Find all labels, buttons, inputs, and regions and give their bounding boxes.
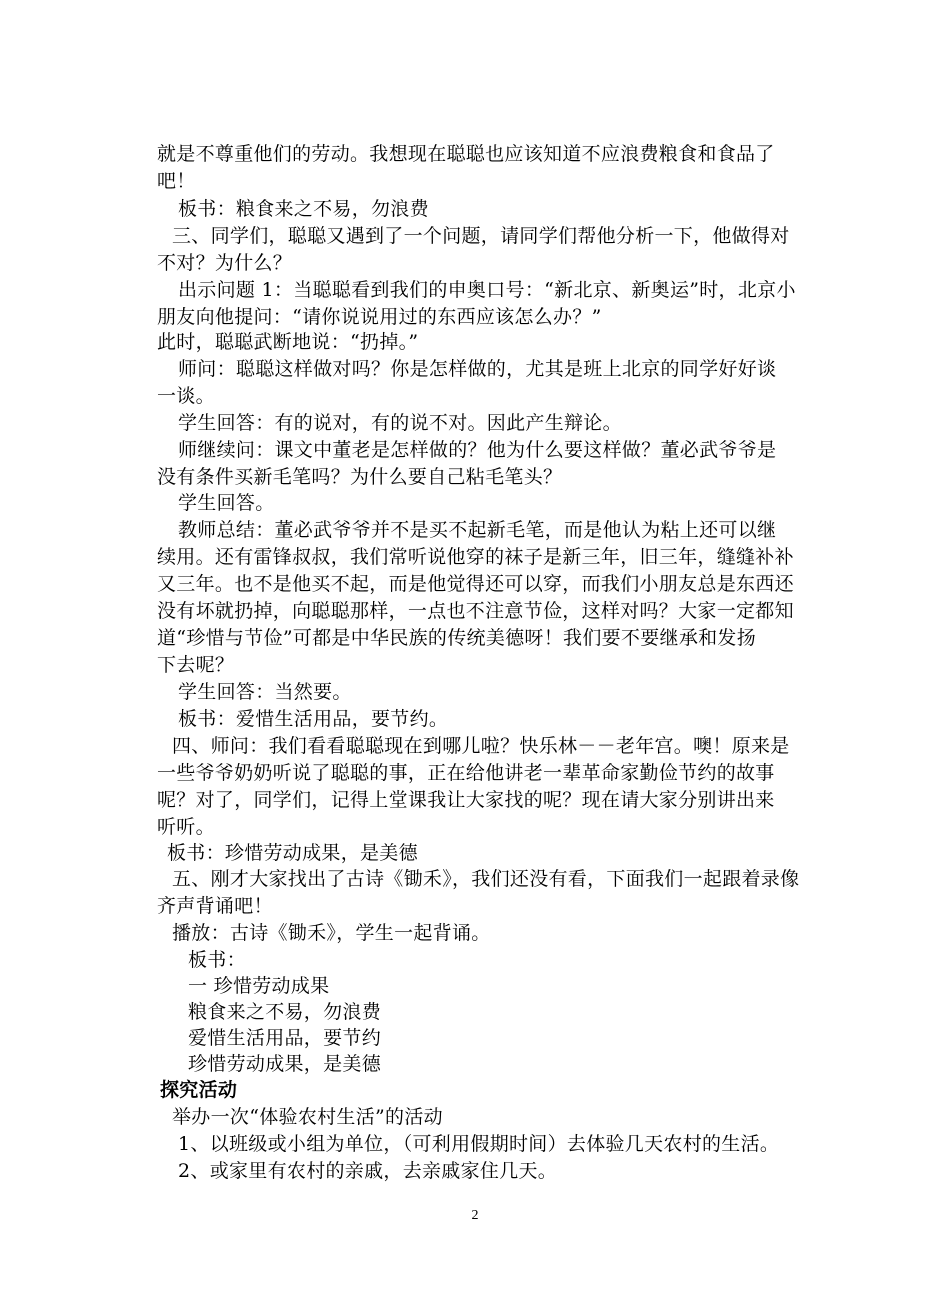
section-heading: 五、刚才大家找出了古诗《锄禾》，我们还没有看，下面我们一起跟着录像: [172, 868, 800, 890]
activity-item: 1、以班级或小组为单位，（可利用假期时间）去体验几天农村的生活。: [178, 1133, 780, 1155]
text-line: 就是不尊重他们的劳动。我想现在聪聪也应该知道不应浪费粮食和食品了: [157, 143, 775, 165]
text-line: 呢？对了，同学们，记得上堂课我让大家找的呢？现在请大家分别讲出来: [157, 789, 775, 811]
board-summary-item: 粮食来之不易，勿浪费: [188, 1001, 382, 1023]
text-line: 朋友向他提问：“请你说说用过的东西应该怎么办？”: [157, 306, 602, 328]
text-line: 师问：聪聪这样做对吗？你是怎样做的，尤其是班上北京的同学好好谈: [178, 358, 777, 380]
board-note: 板书：粮食来之不易，勿浪费: [178, 198, 429, 220]
activity-heading: 探究活动: [160, 1079, 238, 1101]
text-line: 下去呢？: [157, 654, 235, 676]
page-number: 2: [471, 1208, 479, 1223]
section-heading: 四、师问：我们看看聪聪现在到哪儿啦？快乐林－－老年宫。噢！原来是: [172, 735, 790, 757]
board-summary-item: 爱惜生活用品，要节约: [188, 1027, 382, 1049]
board-summary-item: 一 珍惜劳动成果: [188, 975, 330, 997]
text-line: 续用。还有雷锋叔叔，我们常听说他穿的袜子是新三年，旧三年，缝缝补补: [157, 546, 794, 568]
section-heading: 三、同学们，聪聪又遇到了一个问题，请同学们帮他分析一下，他做得对: [172, 225, 790, 247]
text-line: 又三年。也不是他买不起，而是他觉得还可以穿，而我们小朋友总是东西还: [157, 573, 794, 595]
text-line: 不对？为什么？: [157, 252, 293, 274]
text-line: 听听。: [157, 816, 215, 838]
board-note: 板书：珍惜劳动成果，是美德: [167, 842, 418, 864]
text-line: 没有坏就扔掉，向聪聪那样，一点也不注意节俭，这样对吗？大家一定都知: [157, 600, 794, 622]
text-line: 举办一次“体验农村生活”的活动: [172, 1106, 443, 1128]
board-summary-heading: 板书：: [188, 949, 246, 971]
text-line: 教师总结：董必武爷爷并不是买不起新毛笔，而是他认为粘上还可以继: [178, 519, 777, 541]
text-line: 此时，聪聪武断地说：“扔掉。”: [157, 331, 419, 353]
text-line: 学生回答：有的说对，有的说不对。因此产生辩论。: [178, 412, 622, 434]
activity-item: 2、或家里有农村的亲戚，去亲戚家住几天。: [178, 1160, 558, 1182]
text-line: 没有条件买新毛笔吗？为什么要自己粘毛笔头？: [157, 466, 563, 488]
text-line: 一谈。: [157, 385, 215, 407]
text-line: 学生回答：当然要。: [178, 681, 352, 703]
board-summary-item: 珍惜劳动成果，是美德: [188, 1053, 382, 1075]
text-line: 道“珍惜与节俭”可都是中华民族的传统美德呀！我们要不要继承和发扬: [157, 627, 757, 649]
board-note: 板书：爱惜生活用品，要节约。: [178, 708, 449, 730]
text-line: 吧！: [157, 170, 196, 192]
text-line: 一些爷爷奶奶听说了聪聪的事，正在给他讲老一辈革命家勤俭节约的故事: [157, 762, 775, 784]
text-line: 师继续问：课文中董老是怎样做的？他为什么要这样做？董必武爷爷是: [178, 439, 777, 461]
text-line: 齐声背诵吧！: [157, 895, 273, 917]
text-line: 播放：古诗《锄禾》，学生一起背诵。: [172, 922, 491, 944]
text-line: 学生回答。: [178, 492, 275, 514]
text-line: 出示问题 1：当聪聪看到我们的申奥口号：“新北京、新奥运”时，北京小: [178, 279, 796, 301]
